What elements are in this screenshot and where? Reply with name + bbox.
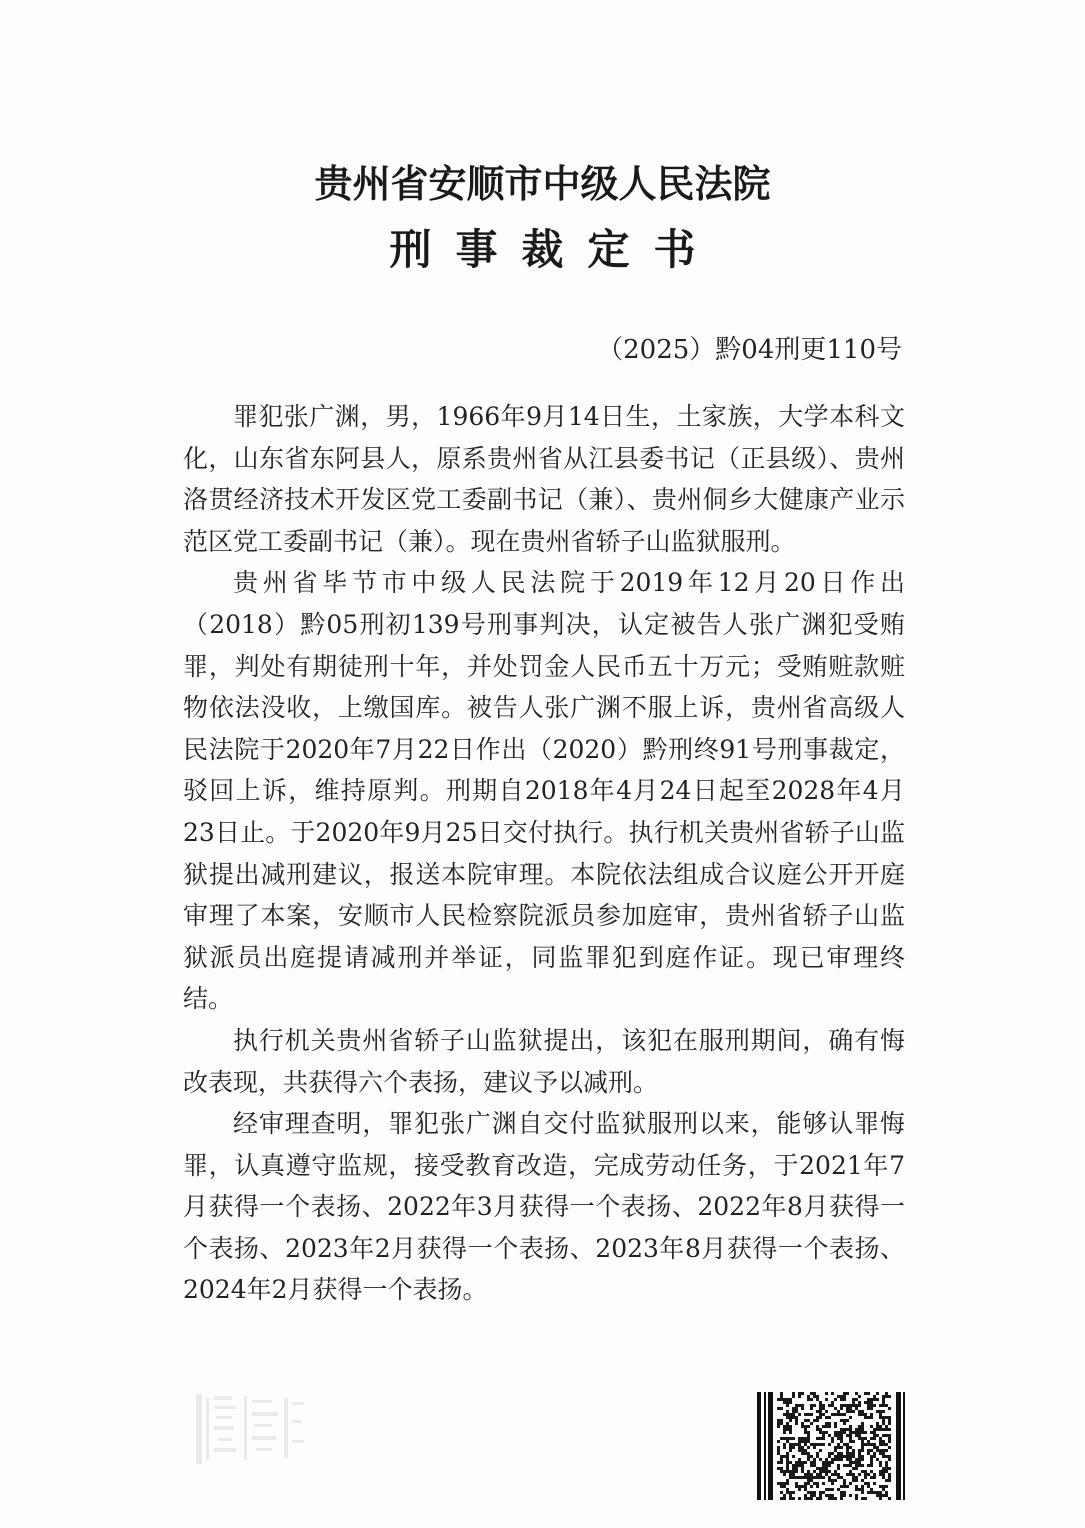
barcode-icon (757, 1392, 907, 1500)
paragraph-findings: 经审理查明，罪犯张广渊自交付监狱服刑以来，能够认罪悔罪，认真遵守监规，接受教育改造，完成劳动任务，于2021年7月获得一个表扬、2022年3月获得一个表扬、2022年8月获得一个表扬、2023年2月获得一个表扬、2023年8月获得一个表扬、2024年2月获得一个表扬。 (183, 1109, 905, 1305)
paragraph-prison-proposal: 执行机关贵州省轿子山监狱提出，该犯在服刑期间，确有悔改表现，共获得六个表扬，建议予以减刑。 (183, 1025, 905, 1097)
case-number: （2025）黔04刑更110号 (597, 335, 902, 365)
faded-stamp-icon (192, 1390, 308, 1468)
paragraph-case-history: 贵州省毕节市中级人民法院于2019年12月20日作出（2018）黔05刑初139号刑事判决，认定被告人张广渊犯受贿罪，判处有期徒刑十年，并处罚金人民币五十万元；受贿赃款赃物依法没收，上缴国库。被告人张广渊不服上诉，贵州省高级人民法院于2020年7月22日作出（2020）黔刑终91号刑事裁定，驳回上诉，维持原判。刑期自2018年4月24日起至2028年4月23日止。于2020年9月25日交付执行。执行机关贵州省轿子山监狱提出减刑建议，报送本院审理。本院依法组成合议庭公开开庭审理了本案，安顺市人民检察院派员参加庭审，贵州省轿子山监狱派员出庭提请减刑并举证，同监罪犯到庭作证。现已审理终结。 (183, 568, 905, 1014)
document-title: 刑事裁定书 (389, 225, 720, 274)
paragraph-defendant-info: 罪犯张广渊，男，1966年9月14日生，土家族，大学本科文化，山东省东阿县人，原系贵州省从江县委书记（正县级）、贵州洛贯经济技术开发区党工委副书记（兼）、贵州侗乡大健康产业示范区党工委副书记（兼）。现在贵州省轿子山监狱服刑。 (183, 402, 905, 556)
document-body (183, 396, 905, 1311)
court-name: 贵州省安顺市中级人民法院 (314, 162, 771, 206)
